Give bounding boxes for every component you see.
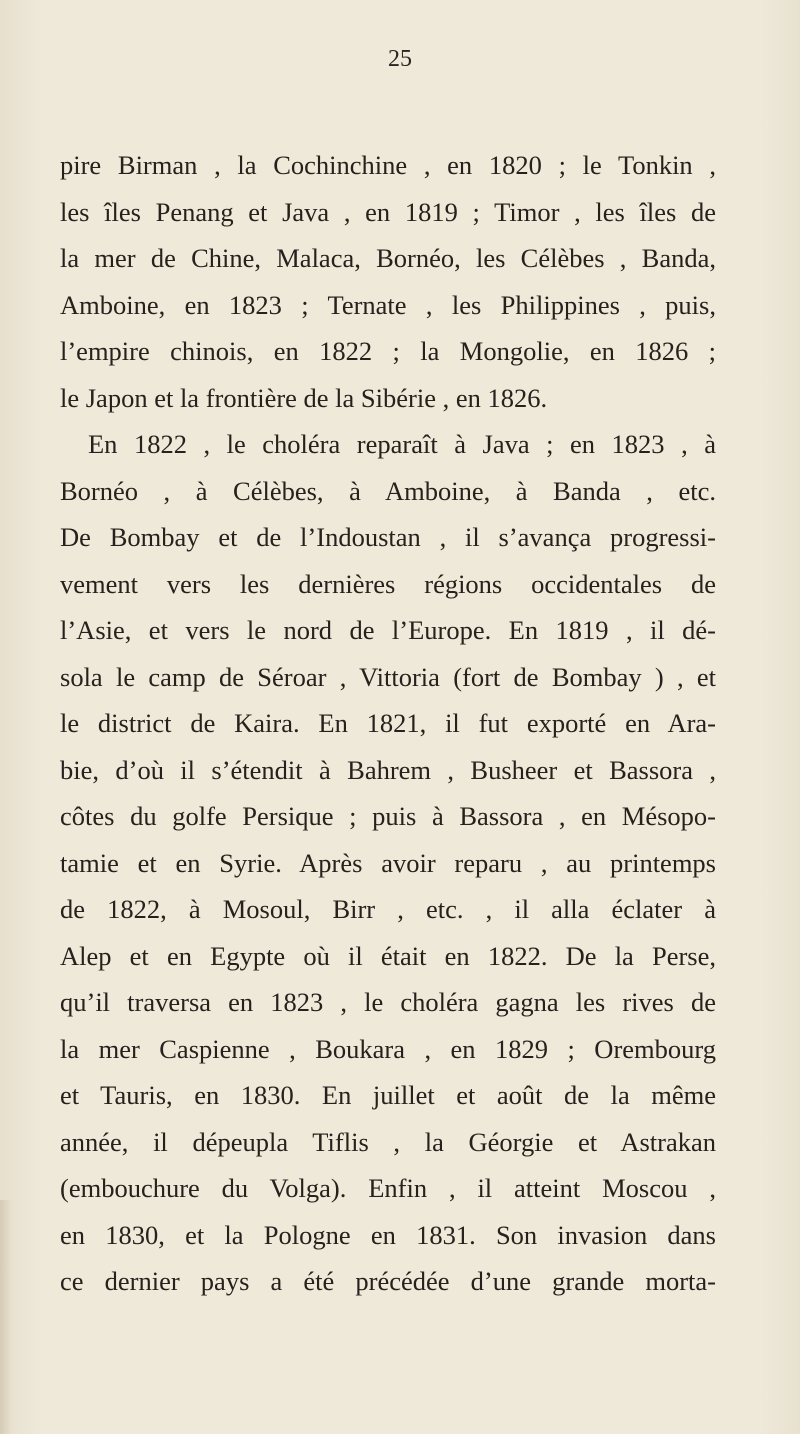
text-line: ce dernier pays a été précédée d’une grande morta- [60, 1266, 716, 1296]
text-line: En 1822 , le choléra reparaît à Java ; en 1823 , à [88, 429, 716, 459]
text-line: Bornéo , à Célèbes, à Amboine, à Banda , etc. [60, 475, 716, 506]
page-body-text [60, 142, 716, 1305]
text-line: (embouchure du Volga). Enfin , il atteint Moscou , [60, 1173, 716, 1203]
text-line: année, il dépeupla Tiflis , la Géorgie et Astrakan [60, 1126, 716, 1157]
text-line: les îles Penang et Java , en 1819 ; Timor , les îles de [60, 196, 716, 227]
text-line: en 1830, et la Pologne en 1831. Son invasion dans [60, 1219, 716, 1250]
text-line: la mer de Chine, Malaca, Bornéo, les Célèbes , Banda, [60, 243, 716, 273]
text-line: la mer Caspienne , Boukara , en 1829 ; Orembourg [60, 1033, 716, 1064]
text-line: sola le camp de Séroar , Vittoria (fort de Bombay ) , et [60, 661, 716, 692]
page-number: 25 [388, 46, 412, 72]
text-line: Alep et en Egypte où il était en 1822. De la Perse, [60, 940, 716, 971]
text-line: de 1822, à Mosoul, Birr , etc. , il alla éclater à [60, 894, 716, 924]
binding-shadow [0, 1200, 12, 1434]
text-line: le Japon et la frontière de la Sibérie , en 1826. [60, 382, 548, 413]
text-line: l’Asie, et vers le nord de l’Europe. En 1819 , il dé- [60, 615, 716, 645]
text-line: Amboine, en 1823 ; Ternate , les Philippines , puis, [60, 289, 716, 320]
text-line: qu’il traversa en 1823 , le choléra gagna les rives de [60, 987, 716, 1017]
text-line: pire Birman , la Cochinchine , en 1820 ; le Tonkin , [60, 150, 716, 180]
text-line: et Tauris, en 1830. En juillet et août de la même [60, 1080, 716, 1110]
text-line: bie, d’où il s’étendit à Bahrem , Busheer et Bassora , [60, 754, 716, 785]
text-line: le district de Kaira. En 1821, il fut exporté en Ara- [60, 708, 716, 738]
text-line: De Bombay et de l’Indoustan , il s’avança progressi- [60, 522, 716, 552]
text-line: côtes du golfe Persique ; puis à Bassora , en Mésopo- [60, 801, 716, 831]
text-line: l’empire chinois, en 1822 ; la Mongolie, en 1826 ; [60, 336, 716, 366]
text-line: tamie et en Syrie. Après avoir reparu , au printemps [60, 847, 716, 878]
text-line: vement vers les dernières régions occidentales de [60, 568, 716, 599]
